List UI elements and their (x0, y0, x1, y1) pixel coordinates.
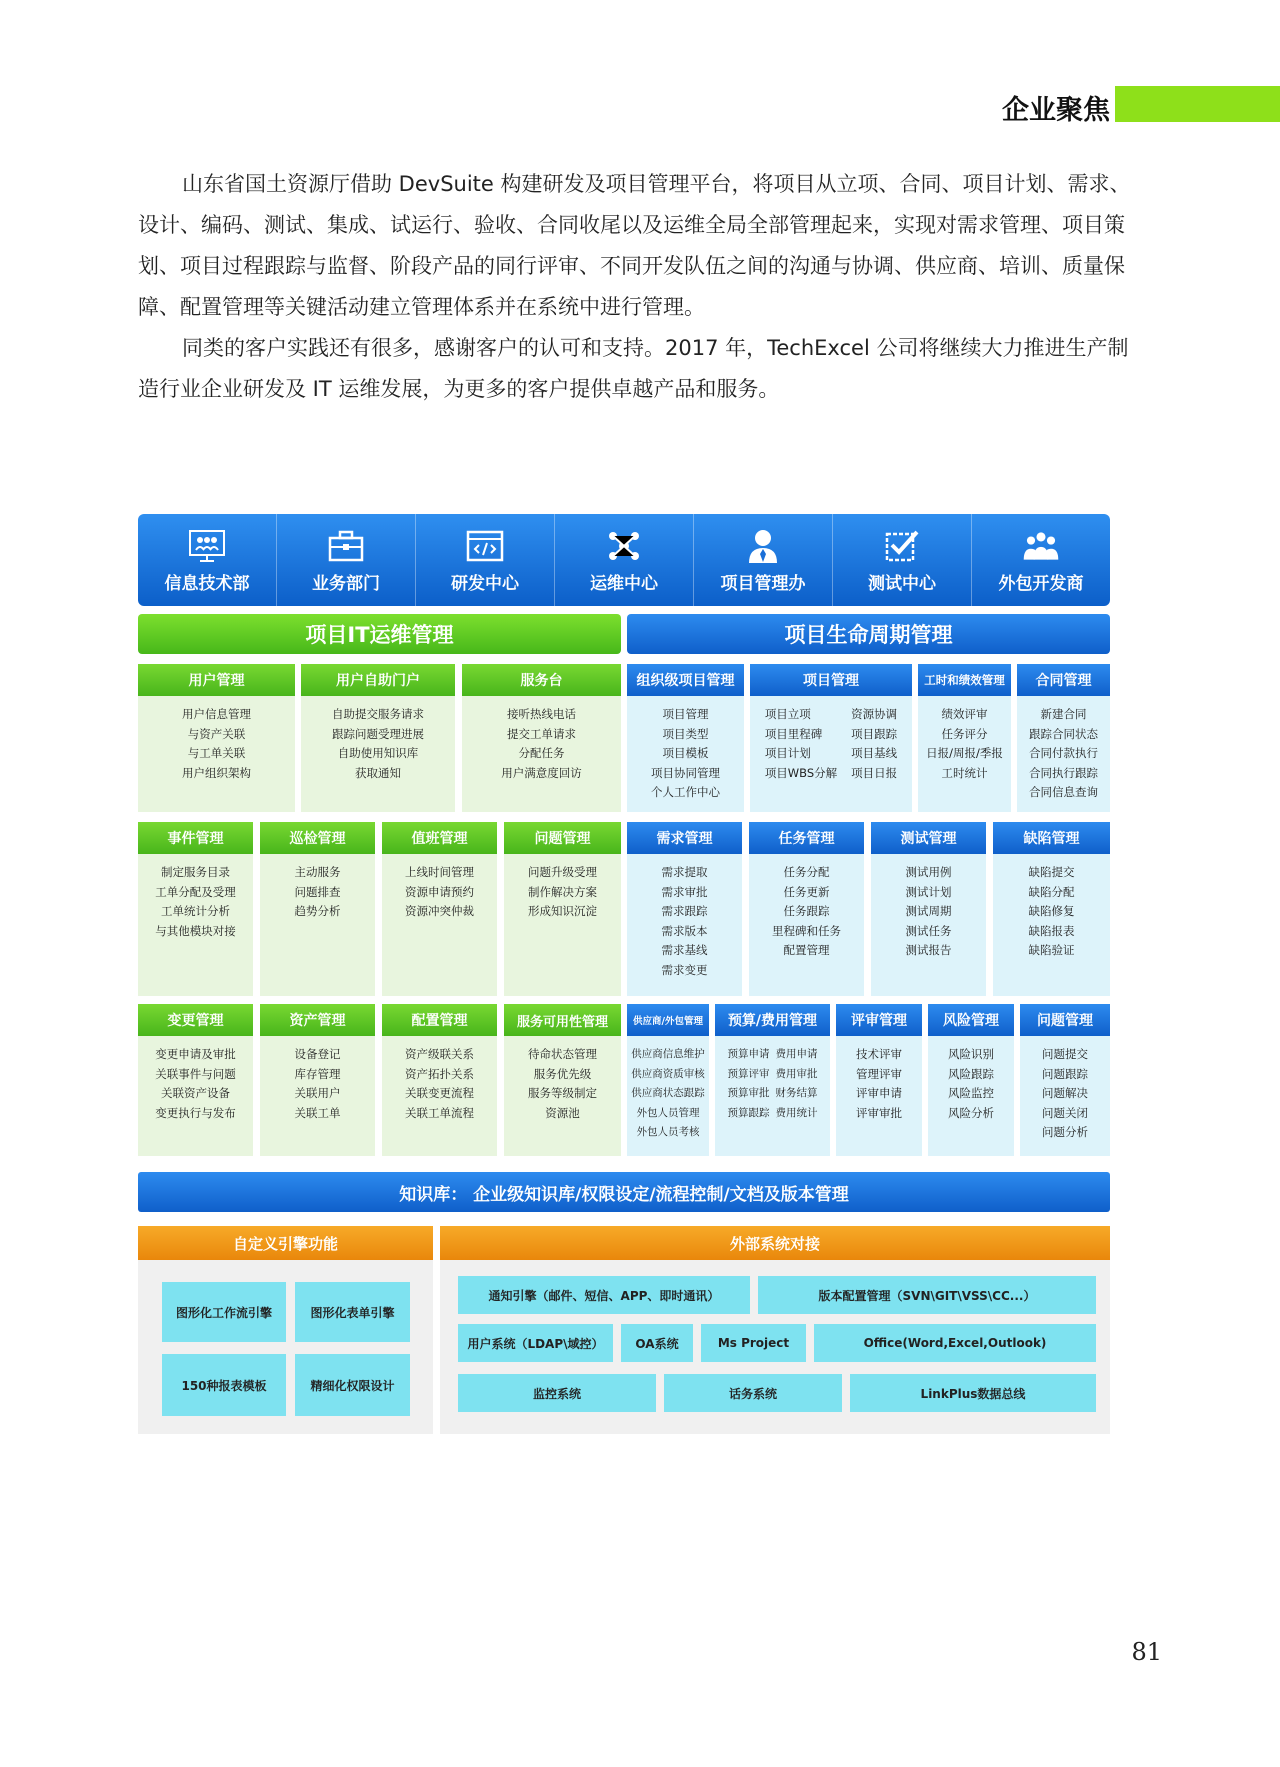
lifecycle-section-title: 项目生命周期管理 (627, 614, 1110, 654)
external-tile: 监控系统 (458, 1374, 656, 1412)
module-item: 需求版本 (661, 923, 708, 938)
module-card (138, 1004, 253, 1156)
module-title: 项目管理 (750, 664, 912, 696)
module-item: 项目立项 (764, 707, 811, 721)
module-item: 供应商信息维护 (631, 1048, 705, 1060)
module-item: 需求基线 (661, 943, 708, 957)
module-item: 项目WBS分解 (764, 765, 838, 780)
module-card (260, 822, 375, 996)
code-window-icon (465, 527, 505, 565)
department-label: 测试中心 (868, 573, 936, 594)
module-item: 资产拓扑关系 (405, 1066, 474, 1081)
module-item: 里程碑和任务 (772, 923, 841, 938)
module-item: 日报/周报/季报 (926, 746, 1003, 760)
module-item: 测试计划 (905, 884, 952, 899)
module-title: 工时和绩效管理 (918, 664, 1011, 696)
module-title: 巡检管理 (260, 822, 375, 854)
module-item: 服务优先级 (533, 1066, 592, 1081)
external-systems-title: 外部系统对接 (440, 1226, 1110, 1260)
module-title: 风险管理 (928, 1004, 1014, 1036)
module-card (504, 1004, 621, 1156)
module-item: 问题升级受理 (528, 865, 597, 879)
module-item: 财务结算 (775, 1087, 818, 1099)
module-item: 需求变更 (661, 962, 708, 977)
module-item: 配置管理 (783, 943, 830, 957)
custom-engine-panel (138, 1260, 433, 1434)
module-title: 服务台 (462, 664, 621, 696)
module-item: 需求审批 (661, 884, 708, 899)
module-item: 外包人员管理 (636, 1106, 700, 1119)
module-item: 主动服务 (294, 865, 341, 879)
module-card (627, 664, 744, 812)
module-title: 需求管理 (627, 822, 742, 854)
module-item: 项目跟踪 (851, 726, 898, 741)
engine-tile: 150种报表模板 (162, 1354, 286, 1416)
module-item: 管理评审 (856, 1066, 902, 1081)
module-item: 待命状态管理 (528, 1047, 597, 1061)
module-item: 预算申请 (727, 1048, 770, 1060)
module-item: 获取通知 (355, 765, 401, 780)
module-title: 供应商/外包管理 (627, 1004, 709, 1036)
manager-icon (743, 527, 783, 565)
module-title: 用户自助门户 (301, 664, 455, 696)
page-number: 81 (1131, 1638, 1162, 1666)
module-title: 服务可用性管理 (504, 1004, 621, 1036)
module-title: 缺陷管理 (993, 822, 1110, 854)
department-item (694, 514, 833, 606)
module-item: 工单分配及受理 (155, 884, 236, 899)
module-title: 问题管理 (504, 822, 621, 854)
team-icon (1021, 527, 1061, 565)
module-title: 任务管理 (749, 822, 864, 854)
module-item: 风险分析 (948, 1105, 994, 1120)
module-title: 评审管理 (836, 1004, 922, 1036)
module-card (993, 822, 1110, 996)
body-paragraph: 山东省国土资源厅借助 DevSuite 构建研发及项目管理平台，将项目从立项、合同、项目计划、需求、设计、编码、测试、集成、试运行、验收、合同收尾以及运维全局全部管理起来，实现对需求管理、项目策划、项目过程跟踪与监督、阶段产品的同行评审、不同开发队伍之间的沟通与协调、供应商、培训、质量保障、配置管理等关键活动建立管理体系并在系统中进行管理。 (138, 172, 1131, 319)
module-item: 缺陷分配 (1028, 884, 1075, 899)
module-title: 用户管理 (138, 664, 295, 696)
module-item: 自助使用知识库 (337, 746, 419, 760)
department-bar (138, 514, 1110, 606)
it-ops-section-title: 项目IT运维管理 (138, 614, 621, 654)
external-tile: 用户系统（LDAP\域控） (458, 1324, 613, 1362)
module-item: 合同执行跟踪 (1029, 765, 1098, 780)
module-item: 风险监控 (948, 1086, 994, 1100)
department-label: 外包开发商 (998, 573, 1084, 594)
module-item: 项目里程碑 (764, 726, 823, 741)
module-item: 任务评分 (941, 726, 988, 741)
module-item: 项目模板 (662, 746, 709, 760)
module-item: 测试报告 (905, 943, 952, 957)
body-paragraph: 同类的客户实践还有很多，感谢客户的认可和支持。2017 年，TechExcel 公司将继续大力推进生产制造行业企业研发及 IT 运维发展，为更多的客户提供卓越产品和服务。 (138, 336, 1129, 401)
module-title: 问题管理 (1020, 1004, 1110, 1036)
module-item: 分配任务 (518, 746, 565, 760)
module-card (715, 1004, 830, 1156)
module-card (871, 822, 986, 996)
external-tile: 话务系统 (664, 1374, 842, 1412)
department-label: 运维中心 (590, 573, 658, 594)
module-item: 与其他模块对接 (155, 923, 236, 938)
module-item: 用户满意度回访 (501, 765, 582, 780)
knowledge-base-bar: 知识库： 企业级知识库/权限设定/流程控制/文档及版本管理 (138, 1172, 1110, 1212)
module-item: 供应商资质审核 (631, 1067, 705, 1080)
external-tile: OA系统 (621, 1324, 693, 1362)
module-item: 关联变更流程 (405, 1086, 474, 1100)
network-icon (604, 527, 644, 565)
module-item: 项目类型 (662, 726, 709, 741)
module-card (138, 822, 253, 996)
department-label: 业务部门 (312, 573, 380, 594)
module-card (301, 664, 455, 812)
engine-tile: 图形化表单引擎 (295, 1282, 410, 1342)
module-card (462, 664, 621, 812)
module-item: 跟踪问题受理进展 (332, 726, 424, 741)
module-item: 新建合同 (1040, 707, 1087, 721)
module-card (918, 664, 1011, 812)
module-item: 项目基线 (851, 746, 898, 760)
external-systems-panel (440, 1260, 1110, 1434)
module-item: 测试周期 (905, 904, 952, 918)
department-item (972, 514, 1110, 606)
module-item: 技术评审 (856, 1047, 902, 1061)
department-item (416, 514, 555, 606)
module-title: 合同管理 (1017, 664, 1110, 696)
module-item: 预算评审 (727, 1067, 770, 1080)
external-tile: LinkPlus数据总线 (850, 1374, 1096, 1412)
module-title: 事件管理 (138, 822, 253, 854)
module-item: 资源池 (545, 1105, 580, 1120)
module-item: 资源协调 (851, 707, 898, 721)
module-item: 预算审批 (727, 1087, 770, 1099)
module-card (750, 664, 912, 812)
module-item: 预算跟踪 (727, 1106, 770, 1119)
architecture-diagram (138, 514, 1110, 1434)
module-item: 风险识别 (948, 1047, 994, 1061)
module-card (928, 1004, 1014, 1156)
external-tile: 版本配置管理（SVN\GIT\VSS\CC...） (758, 1276, 1096, 1314)
module-card (836, 1004, 922, 1156)
module-item: 资源冲突仲裁 (405, 904, 474, 918)
module-item: 设备登记 (294, 1047, 341, 1061)
module-item: 变更执行与发布 (155, 1105, 236, 1120)
module-item: 费用申请 (775, 1048, 818, 1060)
module-item: 变更申请及审批 (155, 1047, 236, 1061)
module-item: 与资产关联 (187, 726, 246, 741)
module-item: 趋势分析 (294, 904, 341, 918)
module-item: 服务等级制定 (528, 1086, 597, 1100)
module-item: 个人工作中心 (651, 785, 720, 799)
module-item: 接听热线电话 (507, 707, 576, 721)
module-title: 组织级项目管理 (627, 664, 744, 696)
module-card (382, 1004, 497, 1156)
module-item: 问题关闭 (1042, 1105, 1088, 1120)
module-item: 关联资产设备 (161, 1086, 230, 1100)
module-item: 任务跟踪 (783, 904, 830, 918)
module-item: 缺陷验证 (1028, 943, 1075, 957)
department-label: 信息技术部 (164, 573, 250, 594)
module-item: 合同信息查询 (1029, 785, 1098, 799)
module-item: 问题解决 (1042, 1086, 1088, 1100)
module-title: 配置管理 (382, 1004, 497, 1036)
module-item: 关联事件与问题 (155, 1066, 236, 1081)
engine-tile: 精细化权限设计 (295, 1354, 410, 1416)
module-item: 制定服务目录 (161, 865, 230, 879)
module-item: 跟踪合同状态 (1029, 726, 1098, 741)
module-item: 评审申请 (856, 1086, 902, 1100)
module-item: 提交工单请求 (507, 726, 576, 741)
module-card (504, 822, 621, 996)
module-item: 问题跟踪 (1042, 1066, 1088, 1081)
module-item: 项目计划 (764, 746, 811, 760)
department-item (277, 514, 416, 606)
module-item: 资产级联关系 (405, 1047, 474, 1061)
engine-tile: 图形化工作流引擎 (162, 1282, 286, 1342)
module-item: 任务分配 (783, 865, 830, 879)
module-item: 项目协同管理 (651, 765, 720, 780)
module-item: 需求提取 (661, 865, 708, 879)
module-item: 需求跟踪 (661, 904, 708, 918)
briefcase-icon (326, 527, 366, 565)
module-item: 资源申请预约 (405, 884, 474, 899)
module-card (260, 1004, 375, 1156)
module-item: 关联工单 (294, 1105, 341, 1120)
module-card (627, 822, 742, 996)
module-item: 任务更新 (783, 884, 830, 899)
module-item: 用户信息管理 (182, 707, 251, 721)
module-item: 费用审批 (775, 1067, 818, 1080)
module-item: 与工单关联 (187, 746, 246, 760)
module-item: 上线时间管理 (405, 865, 474, 879)
module-card (627, 1004, 709, 1156)
external-tile: 通知引擎（邮件、短信、APP、即时通讯） (458, 1276, 750, 1314)
department-item (138, 514, 277, 606)
department-item (833, 514, 972, 606)
module-item: 测试任务 (905, 923, 952, 938)
module-title: 测试管理 (871, 822, 986, 854)
module-item: 形成知识沉淀 (528, 904, 597, 918)
module-item: 费用统计 (775, 1106, 818, 1119)
module-item: 问题提交 (1042, 1047, 1088, 1061)
module-item: 外包人员考核 (636, 1126, 700, 1138)
module-title: 变更管理 (138, 1004, 253, 1036)
department-item (555, 514, 694, 606)
module-card (382, 822, 497, 996)
module-item: 项目管理 (662, 707, 709, 721)
module-item: 工单统计分析 (161, 904, 230, 918)
module-item: 制作解决方案 (528, 884, 597, 899)
department-label: 研发中心 (451, 573, 519, 594)
module-title: 值班管理 (382, 822, 497, 854)
section-header-title: 企业聚焦 (1002, 95, 1110, 126)
module-item: 库存管理 (294, 1066, 341, 1081)
module-card (1017, 664, 1110, 812)
module-item: 关联工单流程 (405, 1105, 474, 1120)
module-card (1020, 1004, 1110, 1156)
module-title: 资产管理 (260, 1004, 375, 1036)
module-item: 问题分析 (1042, 1125, 1088, 1139)
module-item: 工时统计 (941, 765, 988, 780)
department-label: 项目管理办 (720, 573, 806, 594)
module-item: 风险跟踪 (948, 1066, 994, 1081)
module-item: 自助提交服务请求 (332, 707, 424, 721)
module-item: 供应商状态跟踪 (631, 1087, 705, 1099)
checkbox-icon (882, 527, 922, 565)
module-item: 问题排查 (294, 884, 341, 899)
module-item: 缺陷修复 (1028, 904, 1075, 918)
module-item: 关联用户 (294, 1086, 341, 1100)
module-item: 测试用例 (905, 865, 952, 879)
module-item: 绩效评审 (941, 707, 988, 721)
people-group-icon (187, 527, 227, 565)
module-item: 用户组织架构 (182, 765, 251, 780)
module-item: 项目日报 (851, 765, 898, 780)
custom-engine-title: 自定义引擎功能 (138, 1226, 433, 1260)
module-card (138, 664, 295, 812)
module-card (749, 822, 864, 996)
module-item: 合同付款执行 (1029, 746, 1098, 760)
section-header-accent-bar (1115, 86, 1280, 122)
module-item: 缺陷提交 (1028, 865, 1075, 879)
external-tile: Ms Project (701, 1324, 806, 1362)
external-tile: Office(Word,Excel,Outlook) (814, 1324, 1096, 1362)
module-item: 评审审批 (856, 1105, 902, 1120)
module-item: 缺陷报表 (1028, 923, 1075, 938)
module-title: 预算/费用管理 (715, 1004, 830, 1036)
